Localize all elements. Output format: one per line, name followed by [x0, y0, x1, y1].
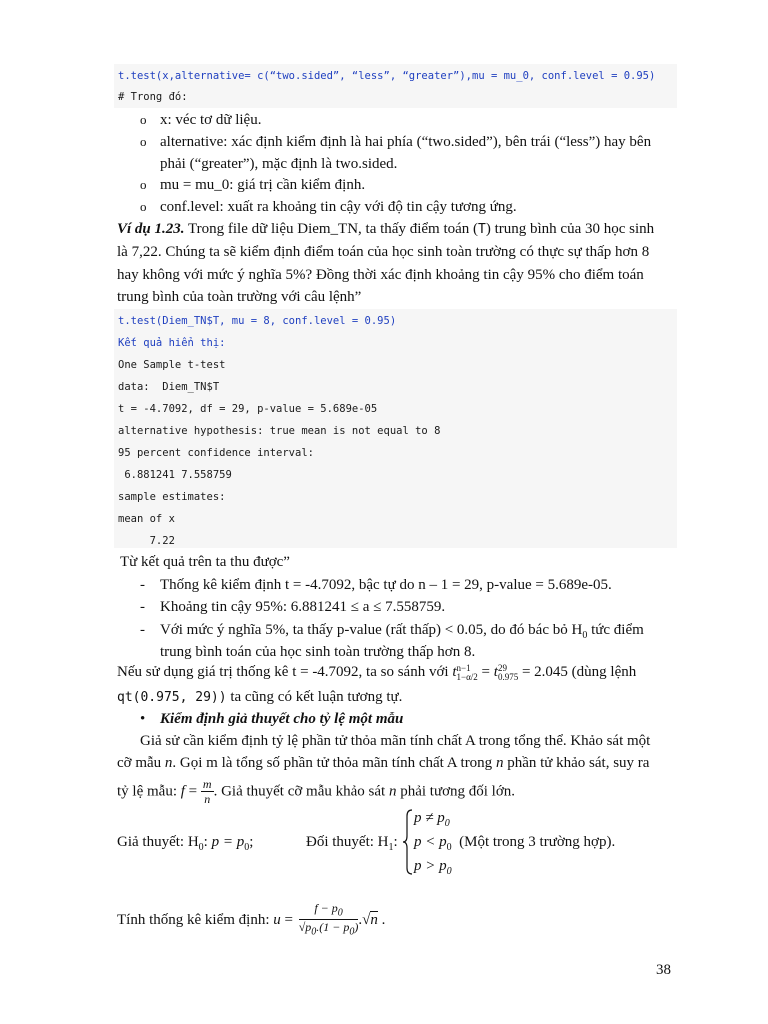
code-line: 6.881241 7.558759 [118, 469, 232, 481]
bullet-marker: o [140, 112, 147, 127]
list-item: conf.level: xuất ra khoảng tin cậy với độ tin cậy tương ứng. [160, 199, 517, 215]
list-item-continuation: phải (“greater”), mặc định là two.sided. [160, 156, 398, 172]
section-paragraph-line: cỡ mẫu n. Gọi m là tổng số phần tử thỏa mãn tính chất A trong n phần tử khảo sát, suy ra [117, 755, 650, 771]
result-item-continuation: trung bình toán của học sinh toàn trường thấp hơn 8. [160, 644, 476, 660]
example-paragraph-line: hay không với mức ý nghĩa 5%? Đồng thời xác định khoảng tin cậy 95% cho điểm toán [117, 267, 644, 283]
result-item: Với mức ý nghĩa 5%, ta thấy p-value (rất thấp) < 0.05, do đó bác bỏ $H_0$ tức điểm [160, 622, 644, 641]
example-paragraph-line: là 7,22. Chúng ta sẽ kiểm định điểm toán của học sinh toàn trường có thực sự thấp hơn 8 [117, 244, 650, 260]
section-title: Kiểm định giả thuyết cho tỷ lệ một mẫu [160, 711, 404, 727]
list-item: alternative: xác định kiểm định là hai phía (“two.sided”), bên trái (“less”) hay bên [160, 134, 652, 150]
fraction-m-over-n: $\frac{m}{n}$ [202, 777, 212, 806]
list-item: x: véc tơ dữ liệu. [160, 112, 262, 128]
list-item: mu = mu_0: giá trị cần kiểm định. [160, 177, 366, 193]
code-line: sample estimates: [118, 491, 226, 503]
alt-case: $p > p_0$ [414, 858, 452, 877]
bullet-marker: o [140, 134, 147, 149]
bullet-marker: o [140, 199, 147, 214]
code-line: t.test(x,alternative= c(“two.sided”, “less”, “greater”),mu = mu_0, conf.level = 0.95) [118, 70, 656, 82]
example-label: Ví dụ 1.23. [117, 221, 185, 237]
section-paragraph-line: Giả sử cần kiểm định tỷ lệ phần tử thỏa mãn tính chất A trong tổng thể. Khảo sát một [140, 733, 651, 749]
code-block-syntax [114, 64, 677, 108]
code-block-output [114, 309, 677, 548]
code-line: mean of x [118, 513, 175, 525]
null-hypothesis: Giả thuyết: $H_0$: $p = p_0$; [117, 834, 254, 853]
code-line: 7.22 [118, 535, 175, 547]
dash-marker: - [140, 577, 145, 593]
fraction-statistic: $\frac{f - p_0}{√p_0.(1 - p_0)}$ [298, 900, 359, 938]
alt-case: $p \ne p_0$ [414, 810, 450, 829]
code-line: 95 percent confidence interval: [118, 447, 314, 459]
comparison-line: qt(0.975, 29)) ta cũng có kết luận tương tự. [117, 689, 403, 705]
section-bullet: • [140, 711, 146, 727]
code-line: Kết quả hiển thị: [118, 337, 226, 349]
section-paragraph-line: tỷ lệ mẫu: f = $\frac{m}{n}$ . Giả thuyết cỡ mẫu khảo sát n phải tương đối lớn. [117, 777, 516, 806]
code-line: alternative hypothesis: true mean is not equal to 8 [118, 425, 441, 437]
code-line: One Sample t-test [118, 359, 226, 371]
code-comment: # Trong đó: [118, 91, 188, 103]
result-item: Thống kê kiểm định t = -4.7092, bậc tự do n – 1 = 29, p-value = 5.689e-05. [160, 577, 612, 593]
page-number: 38 [656, 962, 671, 978]
code-line: t = -4.7092, df = 29, p-value = 5.689e-05 [118, 403, 378, 415]
result-item: Khoảng tin cậy 95%: 6.881241 ≤ a ≤ 7.558759. [160, 599, 446, 615]
example-paragraph-line: Ví dụ 1.23. Trong file dữ liệu Diem_TN, ta thấy điểm toán (T) trung bình của 30 học sinh [117, 221, 655, 237]
result-intro: Từ kết quả trên ta thu được” [120, 554, 290, 570]
dash-marker: - [140, 599, 145, 615]
example-paragraph-line: trung bình của toàn trường với câu lệnh” [117, 289, 362, 305]
code-line: t.test(Diem_TN$T, mu = 8, conf.level = 0.95) [118, 315, 397, 327]
code-line: data: Diem_TN$T [118, 381, 220, 393]
comparison-line: Nếu sử dụng giá trị thống kê t = -4.7092, ta so sánh với t n−1 1−α/2 = t 29 0.975 = 2.045 (dùng lệnh [117, 662, 637, 682]
alt-case: $p < p_0$ (Một trong 3 trường hợp). [414, 834, 616, 853]
bullet-marker: o [140, 177, 147, 192]
curly-brace-icon [402, 808, 414, 876]
dash-marker: - [140, 622, 145, 638]
test-statistic-formula: Tính thống kê kiểm định: u = $\frac{f - p_0}{√p_0.(1 - p_0)}$ .√n . [117, 900, 386, 938]
alt-hypothesis-label: Đối thuyết: $H_1$: [306, 834, 398, 853]
